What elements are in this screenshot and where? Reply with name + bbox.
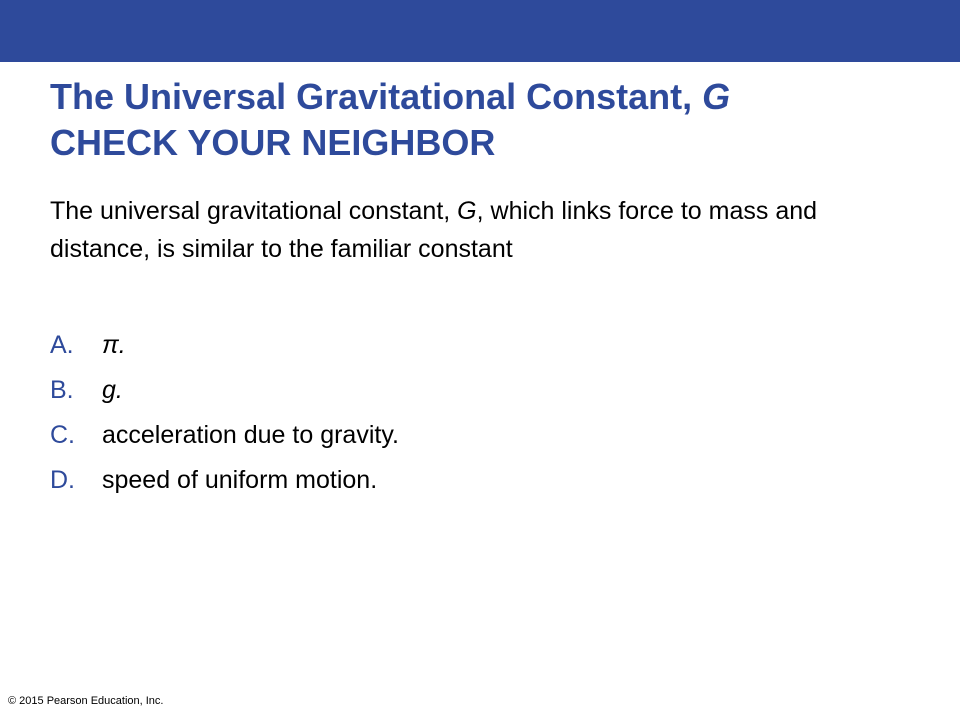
option-a[interactable]: [50, 323, 910, 368]
question-part-2: , which links force to mass and distance, is similar to the familiar constant: [50, 197, 818, 263]
option-text: g.: [102, 376, 123, 404]
title-line-2: CHECK YOUR NEIGHBOR: [50, 122, 496, 163]
option-text: acceleration due to gravity.: [102, 421, 399, 449]
option-text: π.: [102, 331, 126, 359]
option-letter: D.: [50, 466, 75, 494]
title-text: The Universal Gravitational Constant,: [50, 76, 703, 117]
option-letter: B.: [50, 376, 74, 404]
option-b[interactable]: [50, 368, 910, 413]
title-symbol: G: [702, 76, 731, 117]
answer-options: [50, 323, 910, 503]
option-letter: A.: [50, 331, 74, 359]
question-symbol: G: [457, 197, 477, 225]
option-d[interactable]: [50, 458, 910, 503]
title-line-1: [50, 74, 930, 120]
question-text: [50, 192, 920, 268]
copyright-notice: © 2015 Pearson Education, Inc.: [8, 695, 164, 707]
option-letter: C.: [50, 421, 75, 449]
option-text: speed of uniform motion.: [102, 466, 378, 494]
question-part-1: The universal gravitational constant,: [50, 197, 458, 225]
option-c[interactable]: [50, 413, 910, 458]
slide-title: [50, 74, 930, 166]
header-bar: [0, 0, 960, 62]
